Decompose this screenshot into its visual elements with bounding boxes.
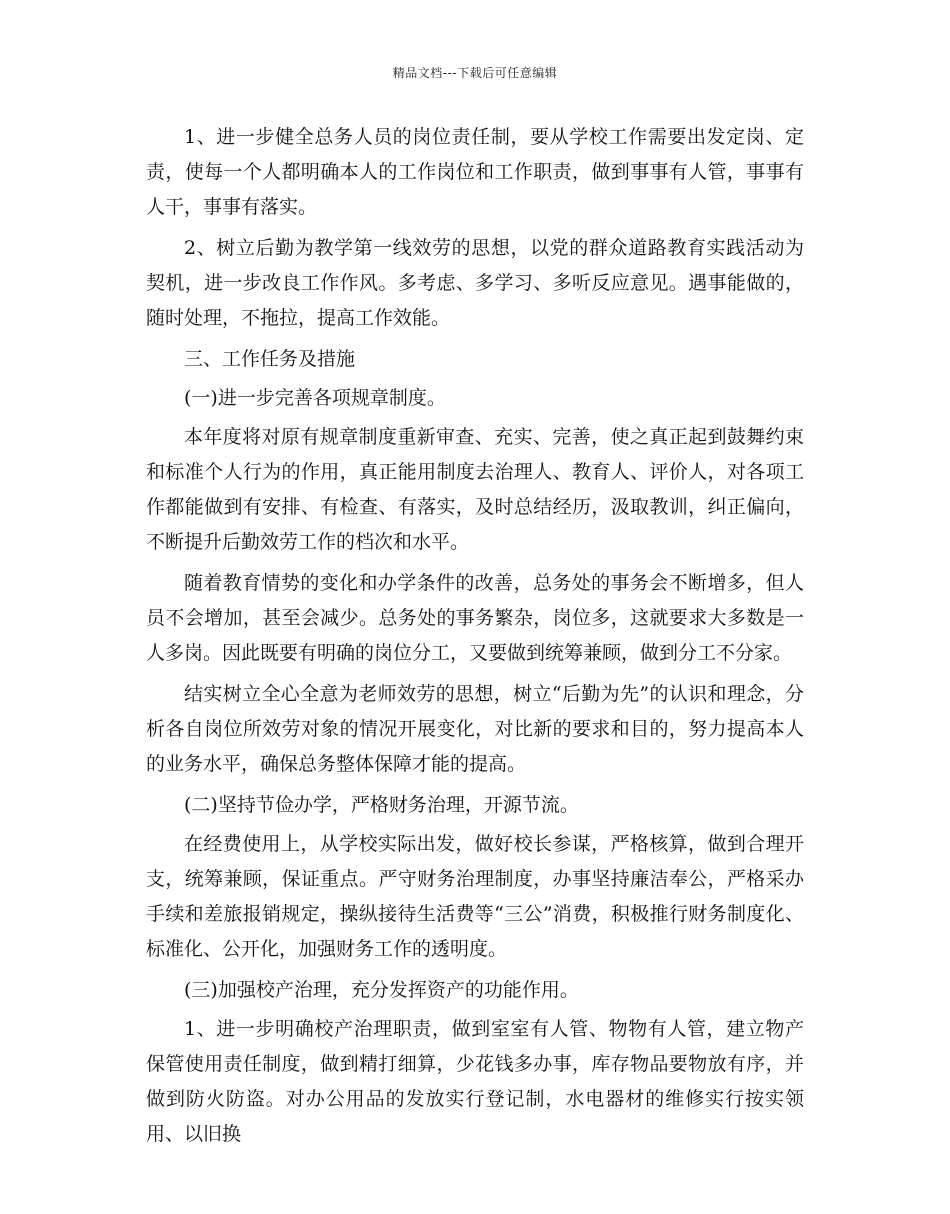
paragraph: 本年度将对原有规章制度重新审查、充实、完善，使之真正起到鼓舞约束和标准个人行为的作用，真正能用制度去治理人、教育人、评价人，对各项工作都能做到有安排、有检查、有落实，及时总结经历，汲取教训，纠正偏向，不断提升后勤效劳工作的档次和水平。 <box>146 426 804 553</box>
document-body <box>146 120 804 1158</box>
paragraph: 1、进一步健全总务人员的岗位责任制，要从学校工作需要出发定岗、定责，使每一个人都明确本人的工作岗位和工作职责，做到事事有人管，事事有人干，事事有落实。 <box>146 126 804 218</box>
paragraph: 结实树立全心全意为老师效劳的思想，树立“后勤为先”的认识和理念，分析各自岗位所效劳对象的情况开展变化，对比新的要求和目的，努力提高本人的业务水平，确保总务整体保障才能的提高。 <box>146 683 804 775</box>
section-heading: 三、工作任务及措施 <box>184 348 356 370</box>
paragraph: 在经费使用上，从学校实际出发，做好校长参谋，严格核算，做到合理开支，统筹兼顾，保证重点。严守财务治理制度，办事坚持廉洁奉公，严格采办手续和差旅报销规定，操纵接待生活费等“三公”消费，积极推行财务制度化、标准化、公开化，加强财务工作的透明度。 <box>146 833 804 960</box>
subsection-heading: (二)坚持节俭办学，严格财务治理，开源节流。 <box>184 794 579 816</box>
paragraph: 1、进一步明确校产治理职责，做到室室有人管、物物有人管，建立物产保管使用责任制度，做到精打细算，少花钱多办事，库存物品要物放有序，并做到防火防盗。对办公用品的发放实行登记制，水电器材的维修实行按实领用、以旧换 <box>146 1018 804 1145</box>
subsection-heading: (三)加强校产治理，充分发挥资产的功能作用。 <box>184 979 579 1001</box>
page-header: 精品文档---下载后可任意编辑 <box>392 66 558 80</box>
paragraph: 2、树立后勤为教学第一线效劳的思想，以党的群众道路教育实践活动为契机，进一步改良工作作风。多考虑、多学习、多听反应意见。遇事能做的，随时处理，不拖拉，提高工作效能。 <box>146 237 804 329</box>
paragraph: 随着教育情势的变化和办学条件的改善，总务处的事务会不断增多，但人员不会增加，甚至会减少。总务处的事务繁杂，岗位多，这就要求大多数是一人多岗。因此既要有明确的岗位分工，又要做到统筹兼顾，做到分工不分家。 <box>146 572 804 664</box>
subsection-heading: (一)进一步完善各项规章制度。 <box>184 387 446 409</box>
